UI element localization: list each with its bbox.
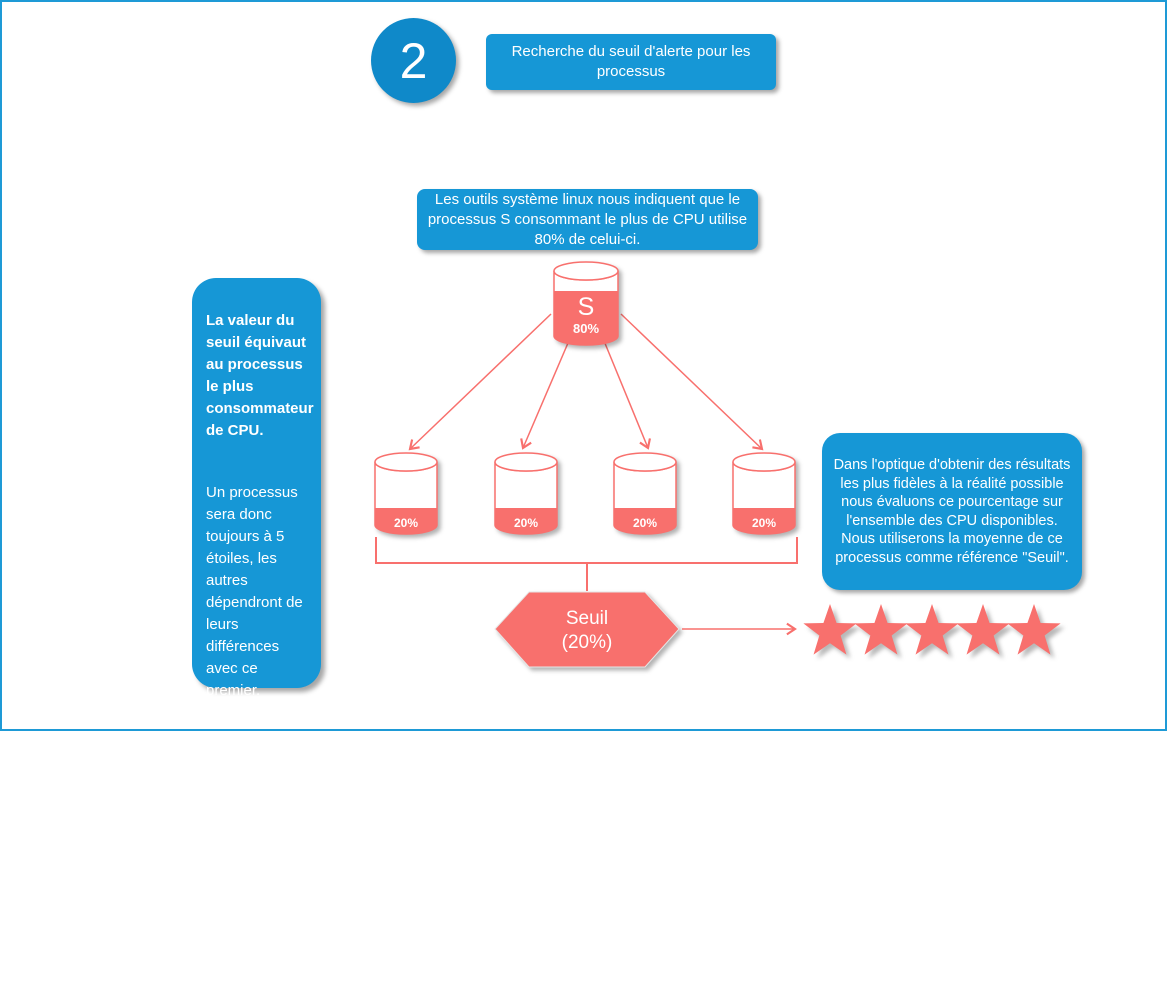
linux-tools-info-text: Les outils système linux nous indiquent que le processus S consommant le plus de CPU utilise 80% de celui-ci. — [427, 190, 748, 248]
star-icon — [956, 604, 1009, 655]
cpu-cylinder-2-value: 20% — [513, 516, 539, 530]
seuil-hexagon-shape — [495, 592, 679, 667]
seuil-hexagon-line2: (20%) — [561, 632, 613, 653]
bracket-line — [376, 537, 797, 563]
cpu-cylinder-4-value: 20% — [751, 516, 777, 530]
cpu-cylinder-2 — [495, 453, 557, 534]
star-icon — [803, 604, 856, 655]
cpu-cylinder-4-top — [733, 453, 795, 471]
seuil-note-para1: La valeur du seuil équivaut au processus le plus consommateur de CPU. — [206, 312, 314, 439]
cpu-cylinder-1-top — [375, 453, 437, 471]
moyenne-note-text: Dans l'optique d'obtenir des résultats les plus fidèles à la réalité possible nous évaluons ce pourcentage sur l'ensemble des CPU disponibles. Nous utiliserons la moyenne de ce processus comme référence "Seuil". — [833, 457, 1071, 566]
main-cylinder-top — [554, 262, 618, 280]
seuil-note-para2: Un processus sera donc toujours à 5 étoiles, les autres dépendront de leurs différences avec ce premier. — [206, 484, 303, 699]
star-icon — [854, 604, 907, 655]
cpu-cylinder-3 — [614, 453, 676, 534]
gather-bracket — [376, 537, 797, 591]
arrow-to-cpu-4 — [621, 314, 762, 449]
star-icon — [905, 604, 958, 655]
main-process-cylinder — [554, 262, 618, 345]
step-title-text: Recherche du seuil d'alerte pour les processus — [511, 43, 751, 80]
cpu-cylinder-2-top — [495, 453, 557, 471]
cpu-cylinder-4 — [733, 453, 795, 534]
cpu-cylinder-1 — [375, 453, 437, 534]
seuil-hexagon-line1: Seuil — [565, 608, 609, 629]
main-cylinder-label: S — [577, 293, 595, 321]
arrow-to-cpu-1 — [410, 314, 551, 449]
five-star-rating — [803, 604, 1060, 655]
cpu-cylinder-1-value: 20% — [393, 516, 419, 530]
seuil-hexagon — [495, 592, 679, 667]
arrow-to-cpu-3 — [602, 336, 648, 448]
main-cylinder-value: 80% — [572, 321, 600, 336]
arrow-to-cpu-2 — [523, 336, 571, 448]
step-number: 2 — [399, 32, 428, 89]
cpu-cylinder-3-top — [614, 453, 676, 471]
cpu-cylinder-3-value: 20% — [632, 516, 658, 530]
star-icon — [1007, 604, 1060, 655]
